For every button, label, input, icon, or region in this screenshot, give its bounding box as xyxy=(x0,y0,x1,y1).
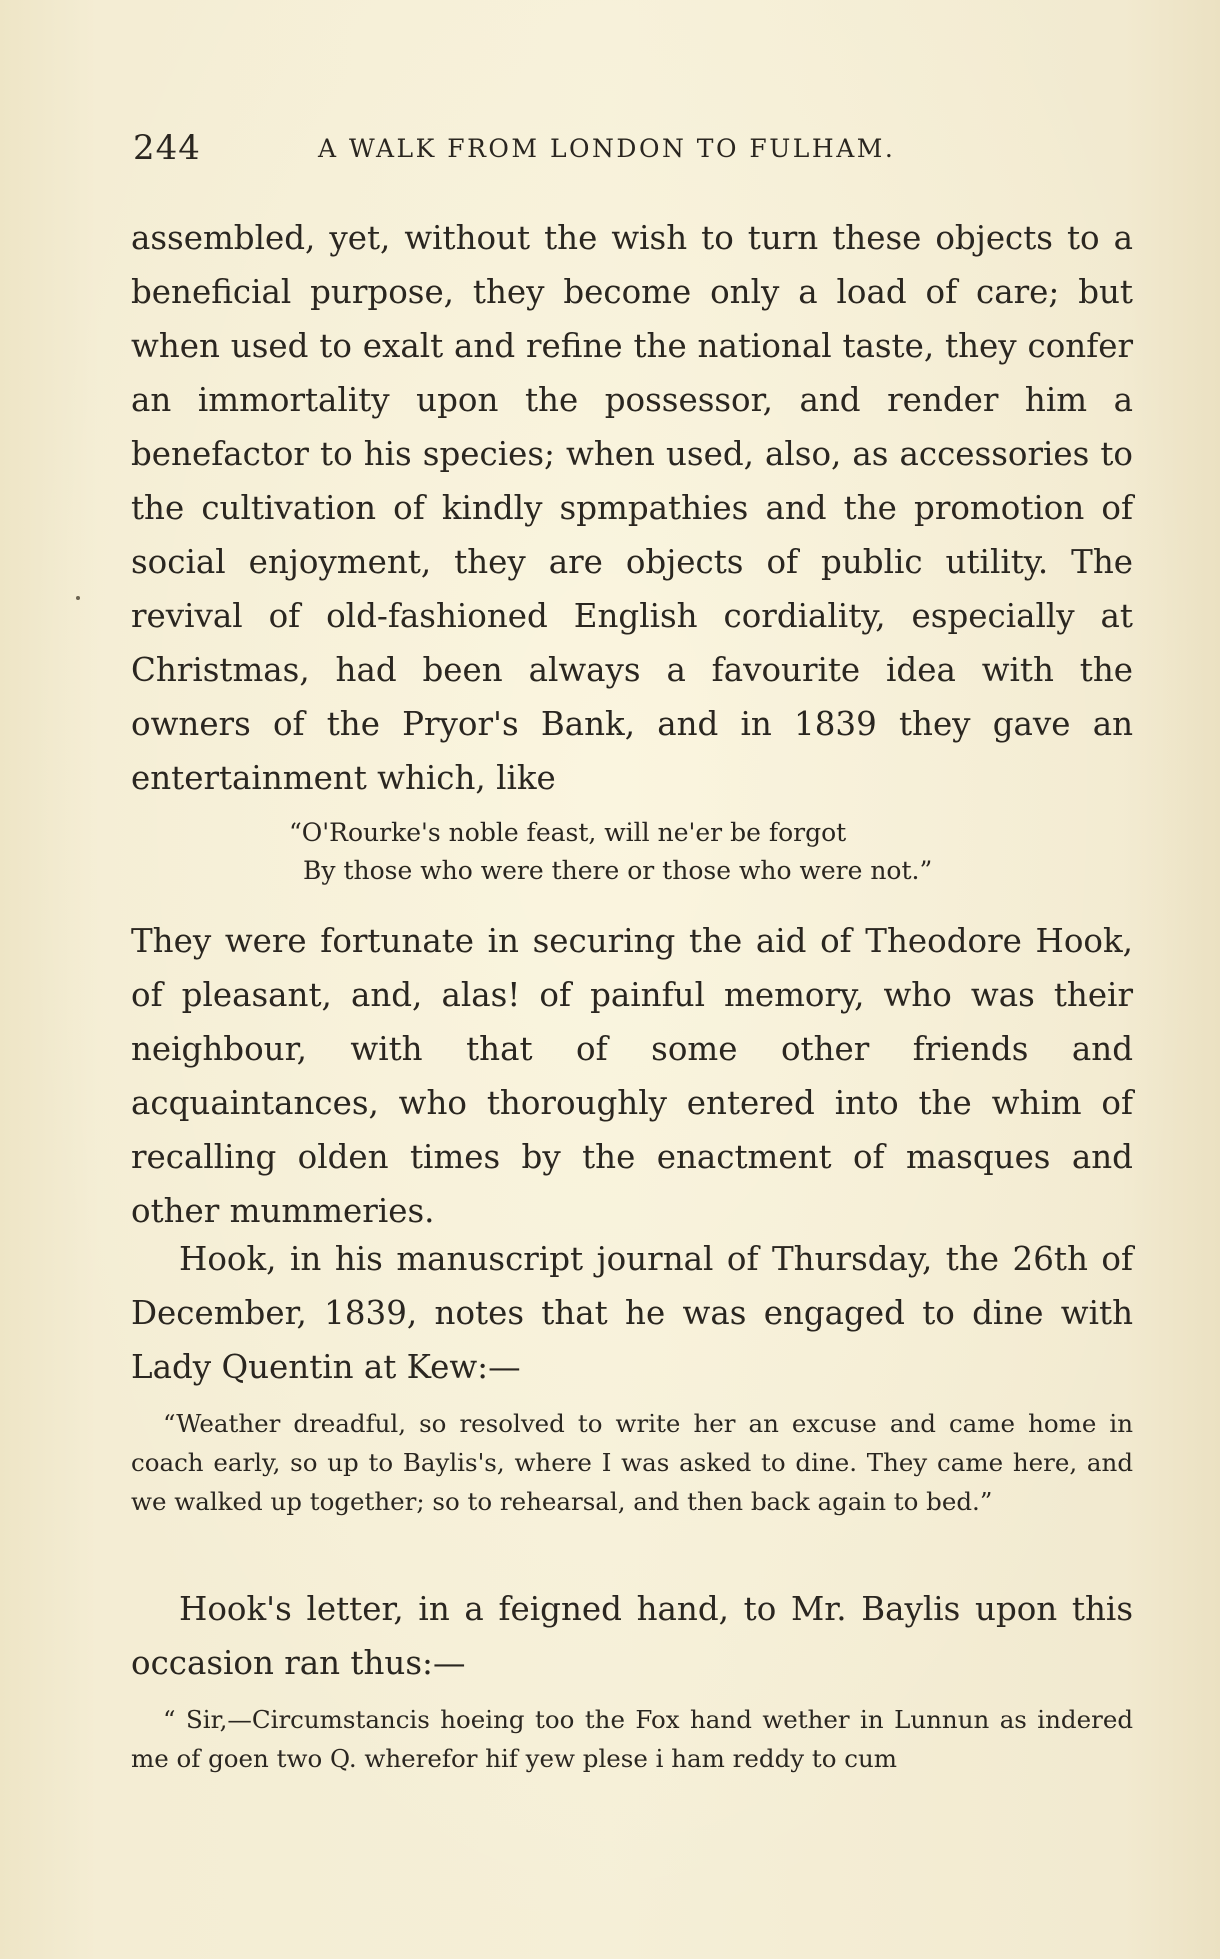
running-head xyxy=(133,128,1133,168)
verse-quote xyxy=(289,814,1089,890)
paragraph-3-block xyxy=(131,1232,1133,1394)
paragraph-2-block xyxy=(131,914,1133,1238)
paragraph-4: Hook's letter, in a feigned hand, to Mr. Baylis upon this occasion ran thus:— xyxy=(131,1590,1133,1682)
journal-quote: “Weather dreadful, so resolved to write her an excuse and came home in coach early, so up to Baylis's, where I was asked to dine. They came here, and we walked up together; so to rehearsal, and then back again to bed.” xyxy=(131,1409,1133,1516)
letter-quote: “ Sir,—Circumstancis hoeing too the Fox hand wether in Lunnun as indered me of goen two Q. wherefor hif yew plese i ham reddy to cum xyxy=(131,1705,1133,1773)
margin-mark xyxy=(76,596,80,600)
paragraph-1-block xyxy=(131,211,1133,805)
paragraph-3: Hook, in his manuscript journal of Thursday, the 26th of December, 1839, notes that he was engaged to dine with Lady Quentin at Kew:— xyxy=(131,1240,1133,1386)
paragraph-1: assembled, yet, without the wish to turn these objects to a beneficial purpose, they become only a load of care; but when used to exalt and refine the national taste, they confer an immortality upon the possessor, and render him a benefactor to his species; when used, also, as accessories to the cultivation of kindly spmpathies and the promotion of social enjoyment, they are objects of public utility. The revival of old-fashioned English cordiality, especially at Christmas, had been always a favourite idea with the owners of the Pryor's Bank, and in 1839 they gave an entertainment which, like xyxy=(131,219,1133,797)
paragraph-4-block xyxy=(131,1582,1133,1690)
quote-2-block xyxy=(131,1700,1133,1778)
page-number: 244 xyxy=(133,128,201,168)
verse-line-2: By those who were there or those who were not.” xyxy=(303,856,933,885)
quote-1-block xyxy=(131,1404,1133,1521)
paragraph-2: They were fortunate in securing the aid of Theodore Hook, of pleasant, and, alas! of painful memory, who was their neighbour, with that of some other friends and acquaintances, who thoroughly entered into the whim of recalling olden times by the enactment of masques and other mummeries. xyxy=(131,922,1133,1230)
verse-line-1: “O'Rourke's noble feast, will ne'er be forgot xyxy=(289,818,847,847)
running-title: A WALK FROM LONDON TO FULHAM. xyxy=(318,134,896,163)
